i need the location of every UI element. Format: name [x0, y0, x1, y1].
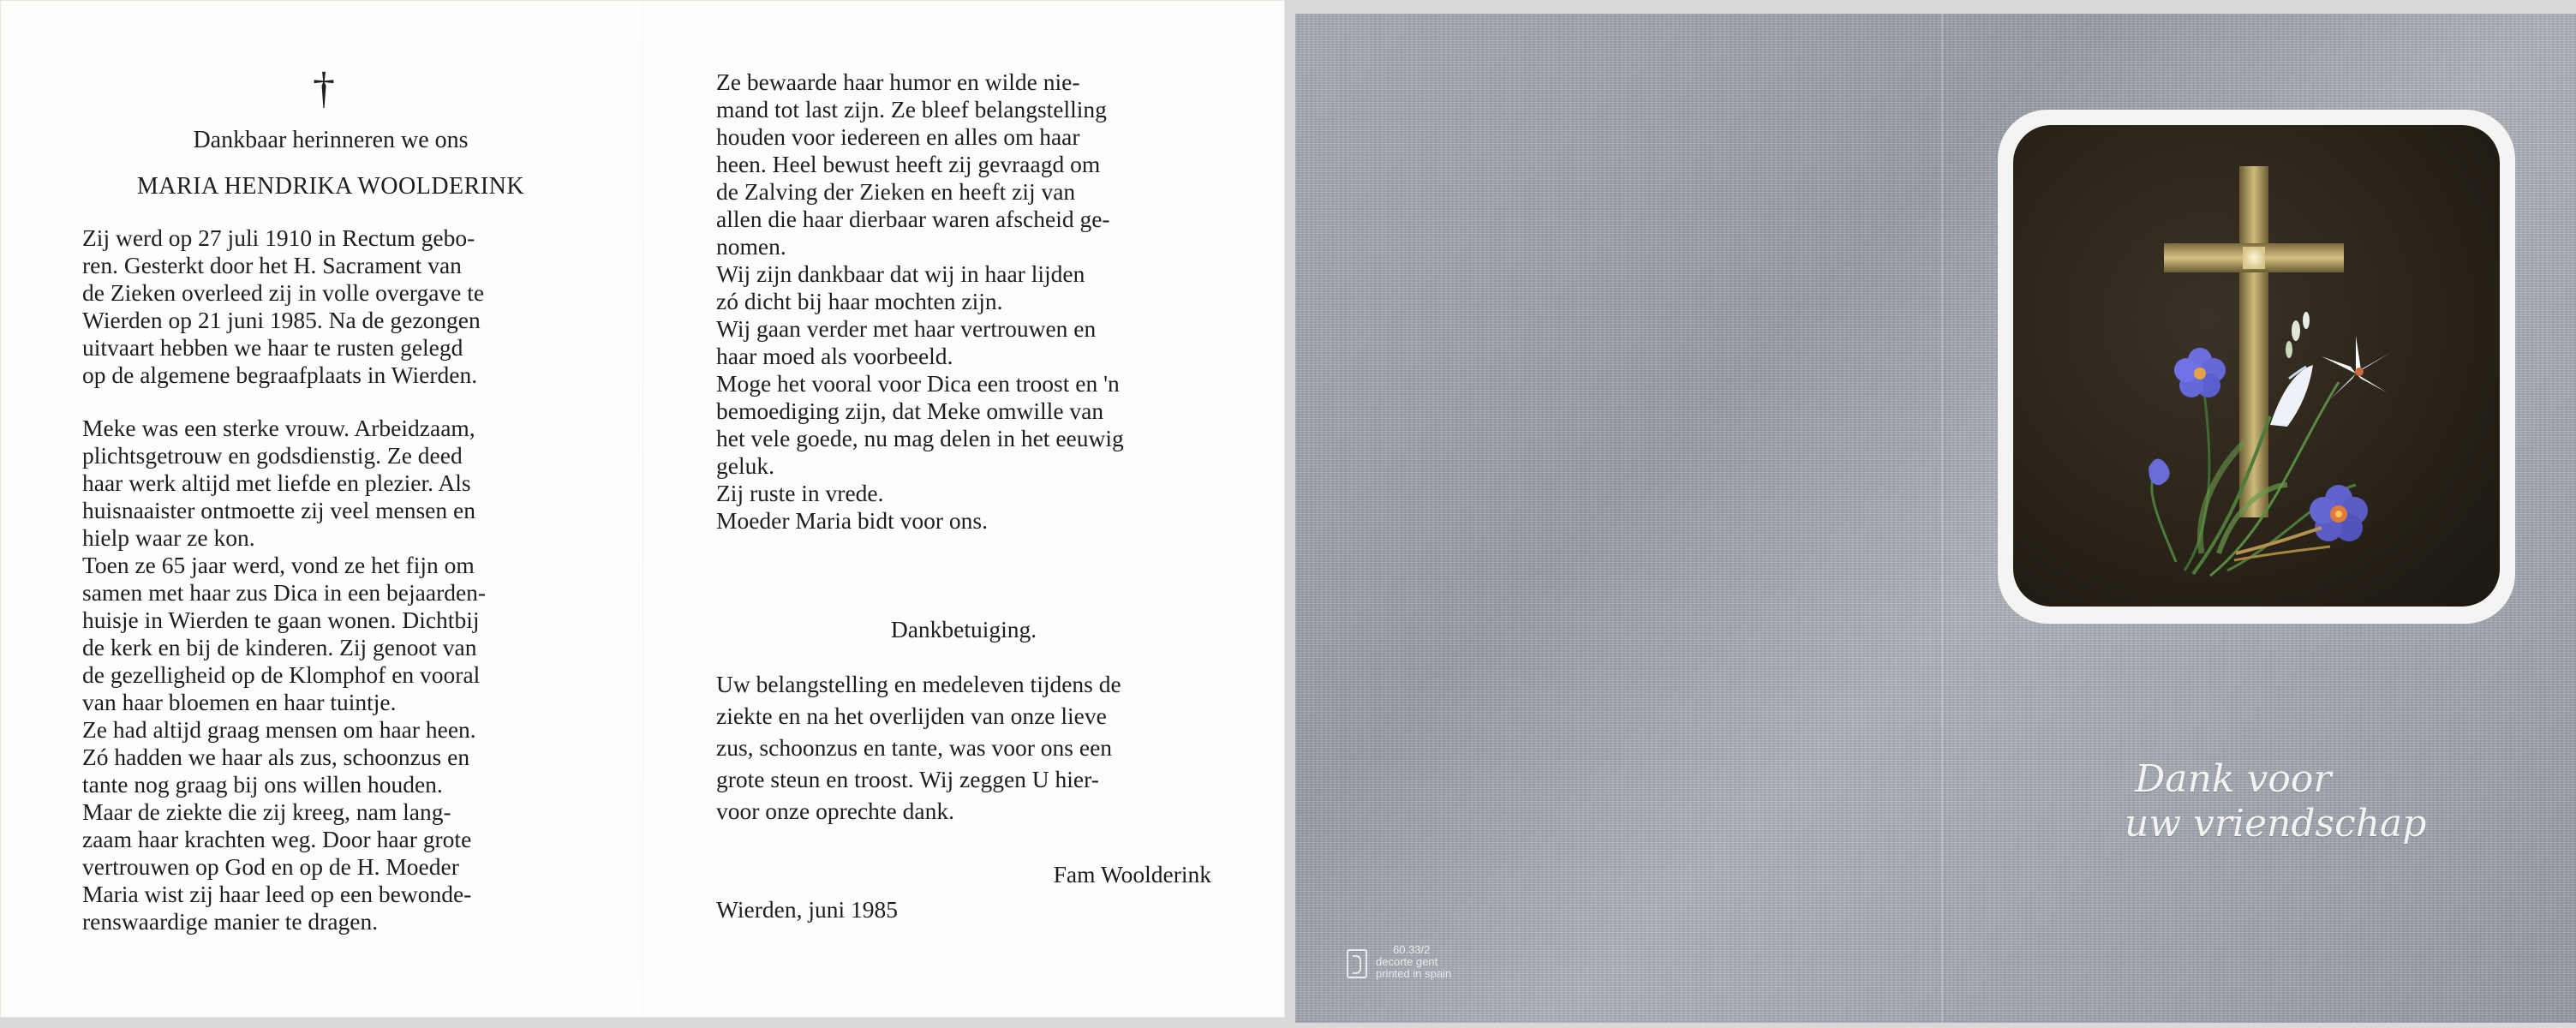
cover-caption-line1: Dank voor	[2135, 757, 2332, 801]
cross-flowers-icon	[2013, 125, 2500, 607]
memorial-heading: Dankbaar herinneren we ons	[193, 127, 469, 153]
printer-code: 60.33/2	[1393, 943, 1431, 956]
cover-caption-line2: uw vriendschap	[2125, 802, 2427, 846]
deceased-name: MARIA HENDRIKA WOOLDERINK	[136, 173, 525, 200]
printer-name: decorte gent	[1376, 955, 1438, 968]
thanks-title: Dankbetuiging.	[890, 616, 1037, 642]
card-inside-spread	[0, 0, 1285, 1018]
remembrance-paragraph: Ze bewaarde haar humor en wilde nie- mand tot last zijn. Ze bleef belangstelling houden voor iedereen en alles om haar heen. Heel bewust heeft zij gevraagd om de Zalving der Zieken en heeft zij van allen die haar dierbaar waren afscheid ge- nomen. Wij zijn dankbaar dat wij in haar lijden zó dicht bij haar mochten zijn. Wij gaan verder met haar vertrouwen en haar moed als voorbeeld. Moge het vooral voor Dica een troost en 'n bemoediging zijn, dat Meke omwille van het vele goede, nu mag delen in het eeuwig geluk. Zij ruste in vrede. Moeder Maria bidt voor ons.	[716, 69, 1124, 534]
printer-text	[1376, 944, 1496, 980]
character-paragraph: Meke was een sterke vrouw. Arbeidzaam, plichtsgetrouw en godsdienstig. Ze deed haar werk altijd met liefde en plezier. Als huisnaaister ontmoette zij veel mensen en hielp waar ze kon. Toen ze 65 jaar werd, vond ze het fijn om samen met haar zus Dica in een bejaarden- huisje in Wierden te gaan wonen. Dichtbij de kerk en bij de kinderen. Zij genoot van de gezelligheid op de Klomphof en vooral van haar bloemen en haar tuintje. Ze had altijd graag mensen om haar heen. Zó hadden we haar als zus, schoonzus en tante nog graag bij ons willen houden. Maar de ziekte die zij kreeg, nam lang- zaam haar krachten weg. Door haar grote vertrouwen op God en op de H. Moeder Maria wist zij haar leed op een bewonde- renswaardige manier te dragen.	[82, 415, 487, 935]
place-date: Wierden, juni 1985	[716, 896, 898, 923]
left-column	[82, 224, 579, 935]
card-cover-spread	[1295, 14, 2576, 1023]
cross-icon: †	[313, 64, 335, 113]
cross-and-flowers-illustration	[2013, 125, 2500, 607]
picture-frame	[1998, 110, 2515, 624]
printer-note: printed in spain	[1376, 967, 1452, 980]
biography-paragraph: Zij werd op 27 juli 1910 in Rectum gebo- ren. Gesterkt door het H. Sacrament van de Zieken overleed zij in volle overgave te Wierden op 21 juni 1985. Na de gezongen uitvaart hebben we haar te rusten gelegd op de algemene begraafplaats in Wierden.	[82, 224, 485, 388]
right-column	[716, 69, 1211, 535]
cover-fold-line	[1939, 14, 1945, 1023]
signature: Fam Woolderink	[1053, 861, 1211, 888]
thanks-block	[716, 668, 1211, 827]
thanks-text: Uw belangstelling en medeleven tijdens de ziekte en na het overlijden van onze lieve zus, schoonzus en tante, was voor ons een grote steun en troost. Wij zeggen U hier- voor onze oprechte dank.	[716, 671, 1121, 824]
printer-logo-icon	[1347, 949, 1367, 978]
